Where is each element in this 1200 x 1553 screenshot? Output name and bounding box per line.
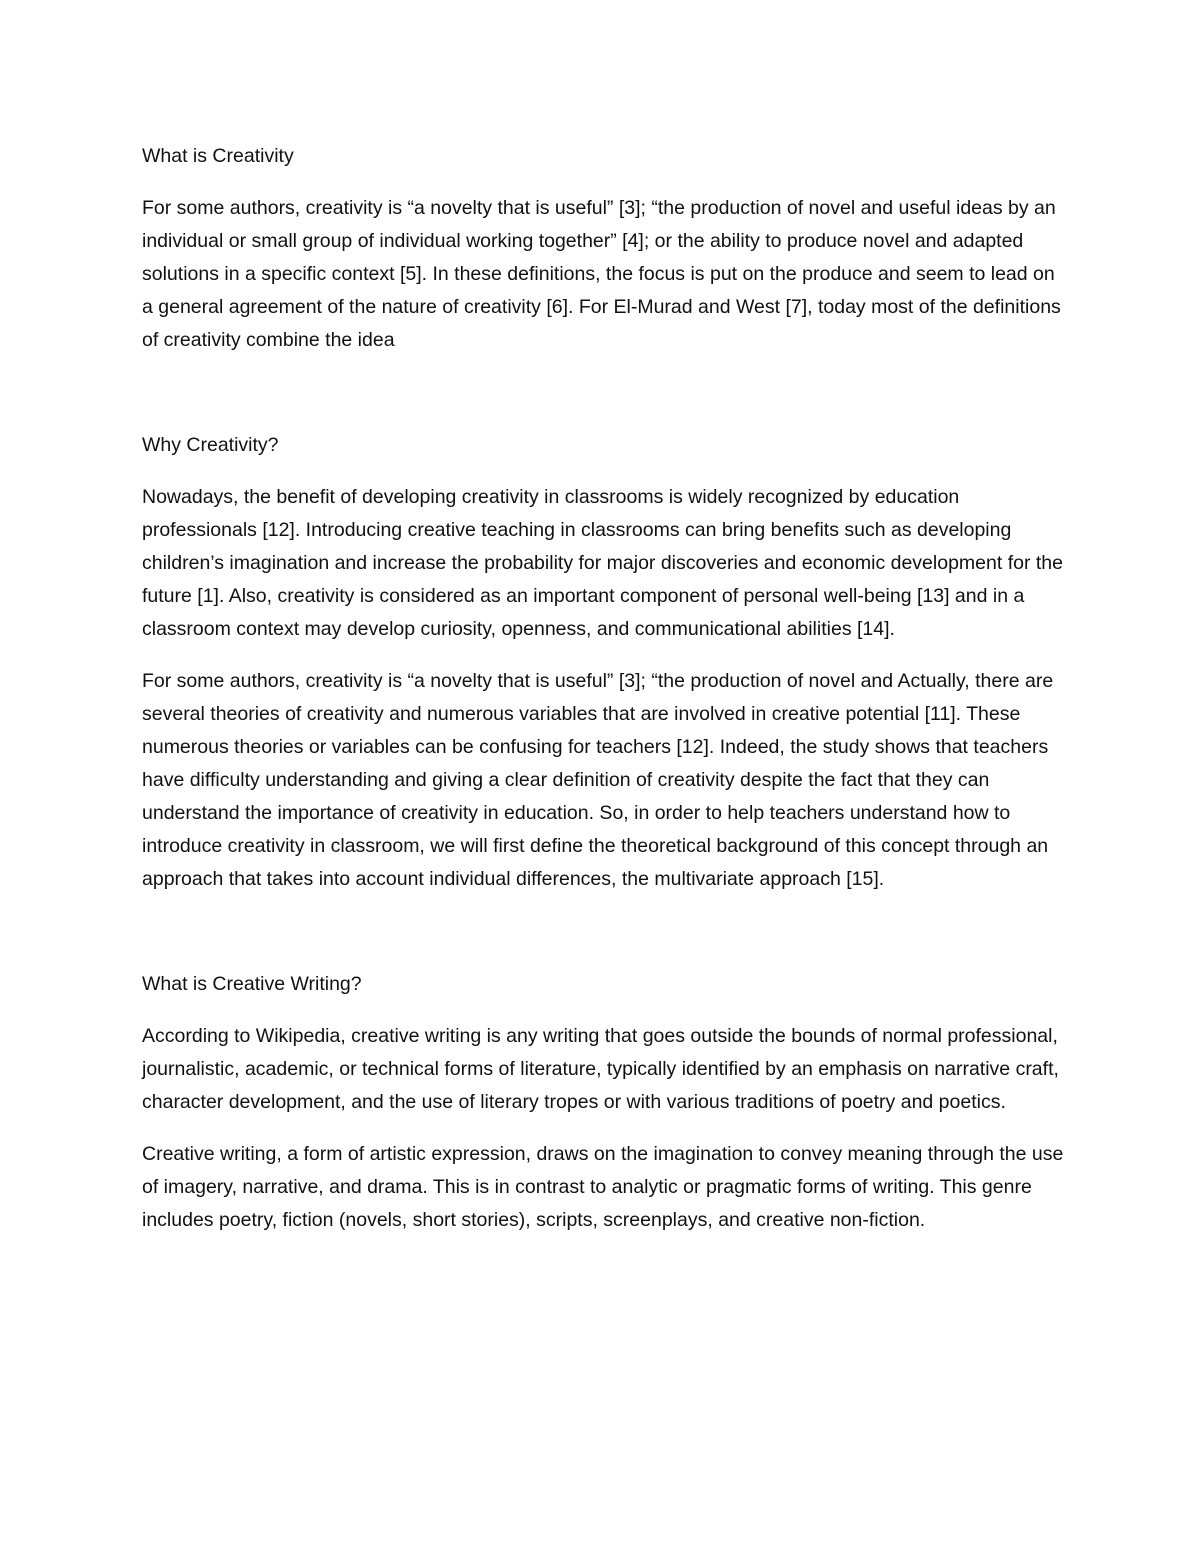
section-heading-what-is-creativity: What is Creativity — [142, 145, 294, 167]
section-heading-why-creativity: Why Creativity? — [142, 434, 279, 456]
paragraph: For some authors, creativity is “a novelty that is useful” [3]; “the production of novel and useful ideas by an individual or small group of individual working together” [4]; or the ability to produce novel and adapted solutions in a specific context [5]. In these definitions, the focus is put on the produce and seem to lead on a general agreement of the nature of creativity [6]. For El-Murad and West [7], today most of the definitions of creativity combine the idea — [142, 197, 1061, 351]
document-body — [142, 140, 1067, 1237]
paragraph: Creative writing, a form of artistic expression, draws on the imagination to convey meaning through the use of imagery, narrative, and drama. This is in contrast to analytic or pragmatic forms of writing. This genre includes poetry, fiction (novels, short stories), scripts, screenplays, and creative non-fiction. — [142, 1143, 1064, 1231]
section-heading-what-is-creative-writing: What is Creative Writing? — [142, 973, 362, 995]
paragraph: Nowadays, the benefit of developing creativity in classrooms is widely recognized by education professionals [12]. Introducing creative teaching in classrooms can bring benefits such as developing children’s imagination and increase the probability for major discoveries and economic development for the future [1]. Also, creativity is considered as an important component of personal well-being [13] and in a classroom context may develop curiosity, openness, and communicational abilities [14]. — [142, 486, 1063, 640]
paragraph: For some authors, creativity is “a novelty that is useful” [3]; “the production of novel and Actually, there are several theories of creativity and numerous variables that are involved in creative potential [11]. These numerous theories or variables can be confusing for teachers [12]. Indeed, the study shows that teachers have difficulty understanding and giving a clear definition of creativity despite the fact that they can understand the importance of creativity in education. So, in order to help teachers understand how to introduce creativity in classroom, we will first define the theoretical background of this concept through an approach that takes into account individual differences, the multivariate approach [15]. — [142, 670, 1054, 890]
paragraph: According to Wikipedia, creative writing is any writing that goes outside the bounds of normal professional, journalistic, academic, or technical forms of literature, typically identified by an emphasis on narrative craft, character development, and the use of literary tropes or with various traditions of poetry and poetics. — [142, 1025, 1059, 1113]
